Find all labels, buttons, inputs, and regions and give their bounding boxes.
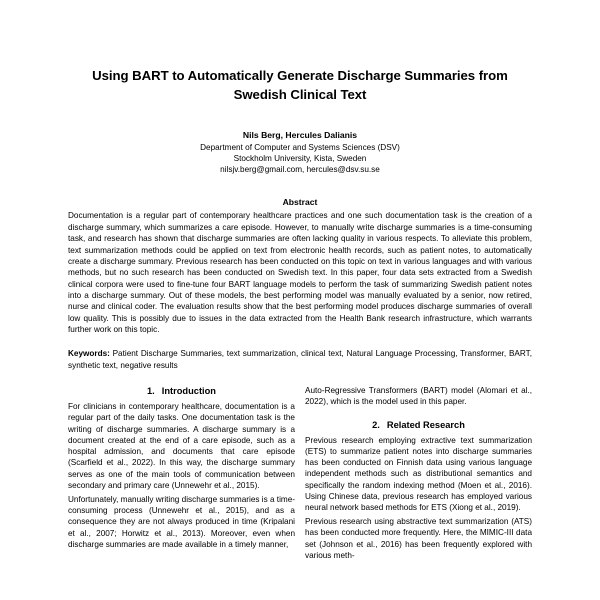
author-list: Nils Berg, Hercules Dalianis	[242, 130, 358, 140]
abstract-body: Documentation is a regular part of contemporary healthcare practices and one such documentation task is the creation of a discharge summary, which summarizes a care episode. However, to manually write discharge summaries is a time-consuming task, and research has shown that discharge summaries are often lacking quality in various respects. To alleviate this problem, text summarization methods could be applied on text from electronic health records, such as patient notes, to automatically create a discharge summary. Previous research has been conducted on this topic on text in various languages and with various methods, but no such research has been conducted on Swedish text. In this paper, four data sets extracted from a Swedish clinical corpora were used to fine-tune four BART language models to perform the task of summarizing Swedish patient notes into a discharge summary. Out of these models, the best performing model was manually evaluated by a senior, now retired, nurse and clinical coder. The evaluation results show that the best performing model produces discharge summaries of overall low quality. This is possibly due to issues in the data extracted from the Health Bank research infrastructure, which warrants further work on this topic.	[68, 211, 532, 334]
affiliation-department: Department of Computer and Systems Sciences (DSV)	[200, 142, 400, 152]
author-emails: nilsjv.berg@gmail.com, hercules@dsv.su.se	[220, 165, 380, 175]
section-number: 1.	[147, 385, 155, 396]
left-column	[68, 385, 295, 597]
section-heading-introduction	[68, 385, 295, 398]
page-title: Using BART to Automatically Generate Discharge Summaries from Swedish Clinical Text	[92, 68, 508, 102]
section-title: Related Research	[386, 419, 465, 430]
right-column	[305, 385, 532, 597]
section-number: 2.	[372, 419, 380, 430]
abstract-heading: Abstract	[282, 197, 318, 208]
related-paragraph-2: Previous research using abstractive text summarization (ATS) has been conducted more frequently. Here, the MIMIC-III data set (Johnson et al., 2016) has been frequently explored with various meth-	[305, 517, 532, 561]
keywords-line	[68, 348, 532, 371]
intro-continuation-paragraph: Auto-Regressive Transformers (BART) model (Alomari et al., 2022), which is the model used in this paper.	[305, 385, 532, 407]
section-title: Introduction	[161, 385, 216, 396]
intro-paragraph-2: Unfortunately, manually writing discharge summaries is a time-consuming process (Unnewehr et al., 2015), and as a consequence they are not always produced in time (Kripalani et al., 2007; Horwitz et al., 2013). Moreover, even when discharge summaries are made available in a timely manner,	[68, 494, 295, 550]
intro-paragraph-1: For clinicians in contemporary healthcare, documentation is a regular part of the daily tasks. One documentation task is the writing of discharge summaries. A discharge summary is a document created at the end of a care episode, such as a hospital admission, and documents that care episode (Scarfield et al., 2022). In this way, the discharge summary serves as one of the main tools of communication between secondary and primary care (Unnewehr et al., 2015).	[68, 401, 295, 491]
two-column-body	[68, 385, 532, 597]
keywords-label: Keywords:	[68, 349, 110, 359]
affiliation-university: Stockholm University, Kista, Sweden	[233, 153, 367, 163]
keywords-list: Patient Discharge Summaries, text summarization, clinical text, Natural Language Processing, Transformer, BART, synthetic text, negative results	[68, 349, 532, 370]
related-paragraph-1: Previous research employing extractive text summarization (ETS) to summarize patient notes into discharge summaries has been conducted on Finnish data using various language independent methods such as distributional semantics and specifically the random indexing method (Moen et al., 2016). Using Chinese data, previous research has employed various neural network based methods for ETS (Xiong et al., 2019).	[305, 435, 532, 513]
section-heading-related-research	[305, 419, 532, 432]
